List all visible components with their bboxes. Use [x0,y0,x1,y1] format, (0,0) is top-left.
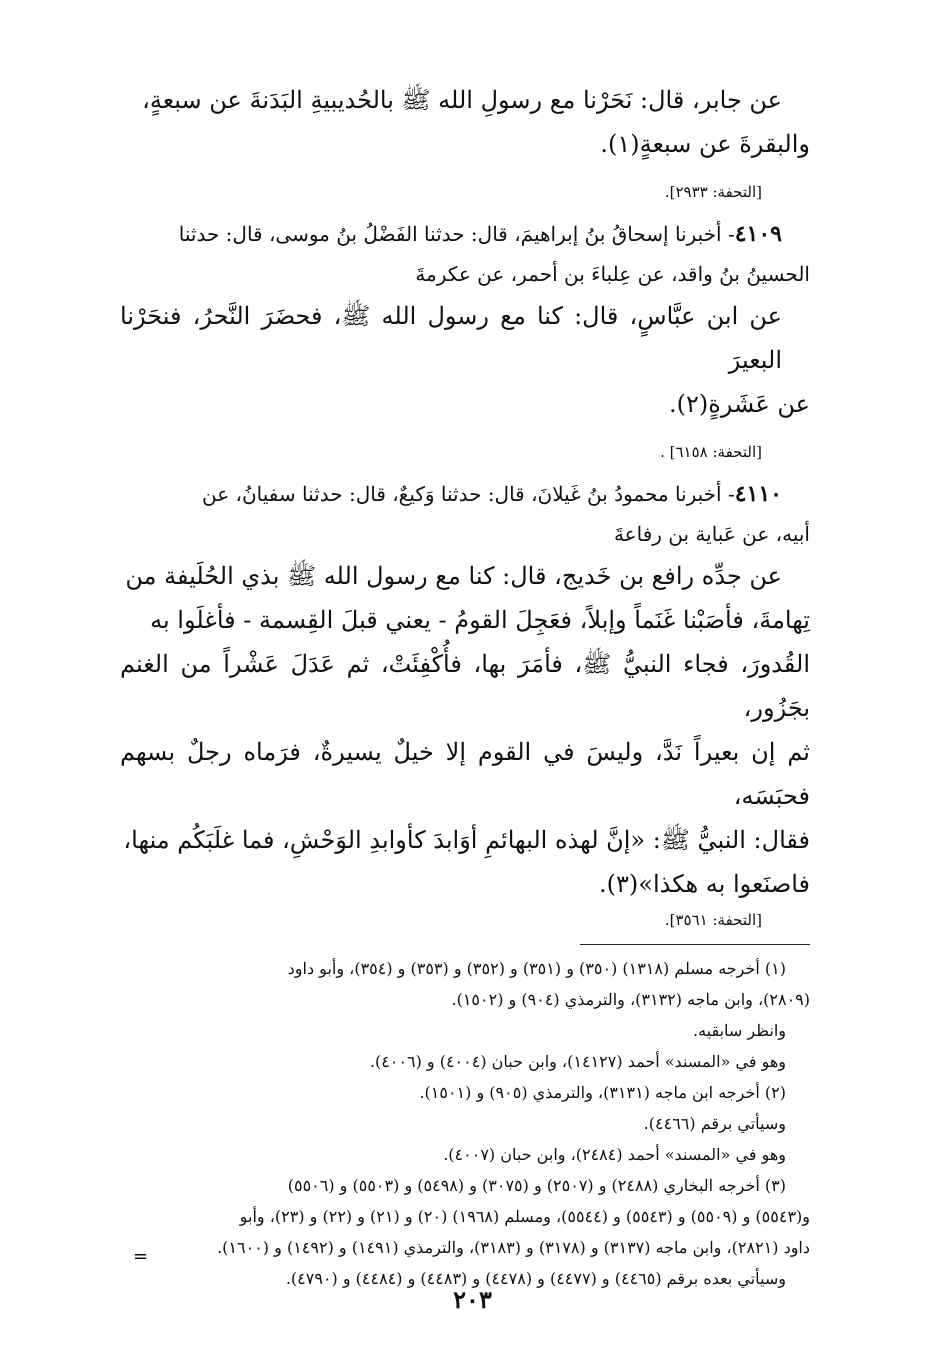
isnad-text: - أخبرنا إسحاقُ بنُ إبراهيمَ، قال: حدثنا الفَضْلُ بنُ موسى، قال: حدثنا [178,222,735,246]
isnad-text: - أخبرنا محمودُ بنُ غَيلانَ، قال: حدثنا وَكيعٌ، قال: حدثنا سفيانُ، عن [202,482,735,506]
tuhfa-reference: [التحفة: ٣٥٦١]. [664,911,762,929]
footnote-separator [580,944,810,945]
text-line: فقال: النبيُّ ﷺ: «إنَّ لهذه البهائمِ أوَابدَ كأوابدِ الوَحْشِ، فما غلَبَكُم منها، [123,826,810,854]
footnote-line: وسيأتي برقم (٤٤٦٦). [643,1114,786,1133]
text-line: فاصنَعوا به هكذا»(٣). [599,870,810,898]
footnote-line: وهو في «المسند» أحمد (١٤١٢٧)، وابن حبان (٤٠٠٤) و (٤٠٠٦). [369,1052,786,1071]
text-line: القُدورَ، فجاء النبيُّ ﷺ، فأمَرَ بها، فأُكْفِئَتْ، ثم عَدَلَ عَشْراً من الغنم بجَزُور، [120,650,810,722]
isnad-text: أبيه، عن عَباية بن رفاعةَ [613,522,810,546]
continuation-mark: = [133,1246,149,1267]
isnad-text: الحسينُ بنُ واقد، عن عِلباءَ بن أحمر، عن عكرمةَ [415,262,810,286]
footnote-line: (١) أخرجه مسلم (١٣١٨) (٣٥٠) و (٣٥١) و (٣٥٢) و (٣٥٣) و (٣٥٤)، وأبو داود [287,959,786,978]
page-number: ٢٠٣ [453,1285,492,1314]
page-content [120,78,810,1294]
text-line: تِهامةَ، فأصَبْنا غَنَماً وإبلاً، فعَجِلَ القومُ - يعني قبلَ القِسمة - فأغلَوا به [150,606,810,634]
tuhfa-reference: [التحفة: ٦١٥٨] . [660,443,762,461]
hadith-header-4110 [120,474,810,514]
text-line: عن جدِّه رافع بن خَديج، قال: كنا مع رسول الله ﷺ بذي الحُلَيفة من [125,562,782,590]
footnote-line: (٢٨٠٩)، وابن ماجه (٣١٣٢)، والترمذي (٩٠٤) و (١٥٠٢). [451,990,810,1009]
hadith-number: ٤١١٠ [734,481,782,507]
footnote-line: (٣) أخرجه البخاري (٢٤٨٨) و (٢٥٠٧) و (٣٠٧٥) و (٥٤٩٨) و (٥٥٠٣) و (٥٥٠٦) [287,1176,786,1195]
footnote-line: (٢) أخرجه ابن ماجه (٣١٣١)، والترمذي (٩٠٥) و (١٥٠١). [419,1083,786,1102]
footnote-line: وهو في «المسند» أحمد (٢٤٨٤)، وابن حبان (٤٠٠٧). [443,1145,786,1164]
footnote-line: داود (٢٨٢١)، وابن ماجه (٣١٣٧) و (٣١٧٨) و (٣١٨٣)، والترمذي (١٤٩١) و (١٤٩٢) و (١٦٠٠). [217,1238,810,1257]
text-line: عن ابن عبَّاسٍ، قال: كنا مع رسول الله ﷺ، فحضَرَ النَّحرُ، فنحَرْنا البعيرَ [120,302,782,374]
text-line: عن عَشَرةٍ(٢). [668,390,810,418]
footnote-line: وانظر سابقيه. [693,1021,786,1040]
text-line: ثم إن بعيراً نَدَّ، وليسَ في القوم إلا خيلٌ يسيرةٌ، فرَماه رجلٌ بسهم فحبَسَه، [120,738,810,810]
text-line: عن جابر، قال: نَحَرْنا مع رسولِ الله ﷺ بالحُديبيةِ البَدَنةَ عن سبعةٍ، [142,86,782,114]
text-line: والبقرةَ عن سبعةٍ(١). [600,130,810,158]
footnote-line: و(٥٥٤٣) و (٥٥٠٩) و (٥٥٤٣) و (٥٥٤٤)، ومسلم (١٩٦٨) (٢٠) و (٢١) و (٢٢) و (٢٣)، وأبو [239,1207,810,1226]
footnote-line: وسيأتي بعده برقم (٤٤٦٥) و (٤٤٧٧) و (٤٤٧٨) و (٤٤٨٣) و (٤٤٨٤) و (٤٧٩٠). [285,1269,786,1288]
tuhfa-reference: [التحفة: ٢٩٣٣]. [664,183,762,201]
hadith-number: ٤١٠٩ [734,221,782,247]
hadith-header-4109 [120,214,810,254]
